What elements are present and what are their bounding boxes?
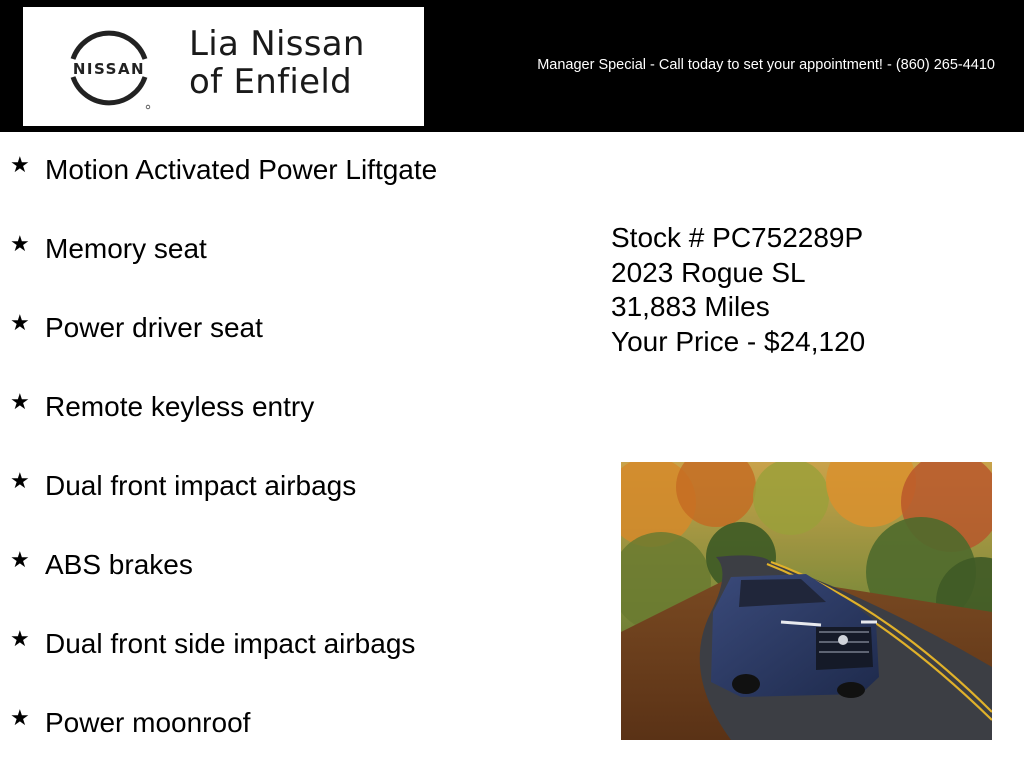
feature-label: Remote keyless entry — [45, 391, 315, 422]
dealer-name-line2: of Enfield — [189, 62, 352, 102]
vehicle-photo-image — [621, 462, 992, 740]
dealer-name — [189, 25, 419, 101]
feature-item — [10, 549, 193, 589]
feature-item — [10, 391, 314, 431]
feature-label: Power driver seat — [45, 312, 263, 343]
star-icon: ★ — [10, 547, 30, 572]
star-icon: ★ — [10, 310, 30, 335]
nissan-emblem-icon — [59, 21, 159, 115]
feature-label: ABS brakes — [45, 549, 193, 580]
feature-item — [10, 312, 263, 352]
star-icon: ★ — [10, 231, 30, 256]
feature-item — [10, 233, 207, 273]
manager-special-text: Manager Special - Call today to set your appointment! - (860) 265-4410 — [537, 57, 995, 73]
feature-item — [10, 628, 415, 668]
feature-item — [10, 154, 437, 194]
feature-item — [10, 470, 356, 510]
feature-label: Motion Activated Power Liftgate — [45, 154, 438, 185]
vehicle-details — [611, 221, 865, 359]
vehicle-price: Your Price - $24,120 — [611, 325, 866, 357]
feature-label: Power moonroof — [45, 707, 251, 738]
vehicle-model: 2023 Rogue SL — [611, 256, 806, 288]
feature-item — [10, 707, 250, 747]
star-icon: ★ — [10, 705, 30, 730]
dealer-logo[interactable] — [23, 7, 424, 126]
nissan-wordmark: NISSAN — [72, 60, 146, 78]
feature-label: Dual front side impact airbags — [45, 628, 416, 659]
star-icon: ★ — [10, 152, 30, 177]
star-icon: ★ — [10, 626, 30, 651]
star-icon: ★ — [10, 468, 30, 493]
star-icon: ★ — [10, 389, 30, 414]
feature-label: Memory seat — [45, 233, 207, 264]
vehicle-photo[interactable] — [621, 462, 992, 740]
header-banner — [0, 0, 1024, 132]
stock-number: Stock # PC752289P — [611, 222, 864, 253]
dealer-name-line1: Lia Nissan — [189, 24, 365, 64]
vehicle-mileage: 31,883 Miles — [611, 291, 770, 322]
feature-label: Dual front impact airbags — [45, 470, 357, 501]
